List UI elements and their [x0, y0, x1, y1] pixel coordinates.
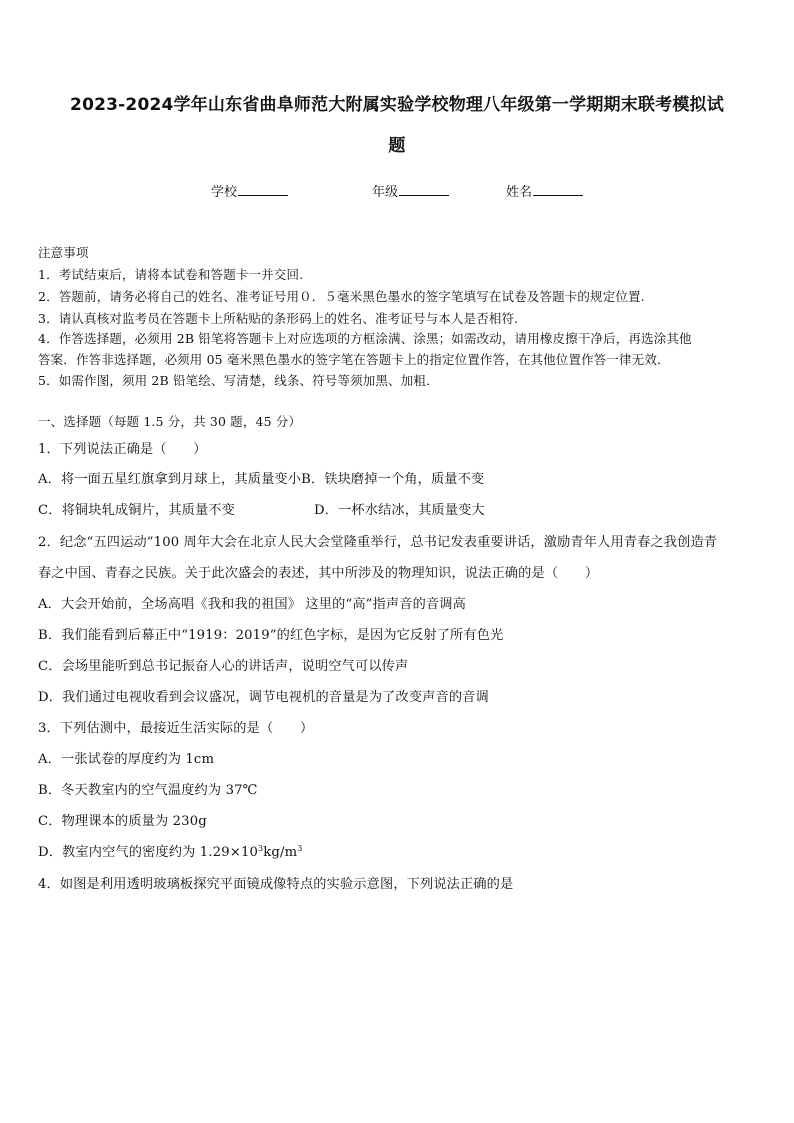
name-label: 姓名	[506, 185, 533, 200]
question-2-option-d: D．我们通过电视收看到会议盛况，调节电视机的音量是为了改变声音的音调	[38, 690, 489, 705]
school-blank	[238, 182, 288, 196]
question-3-option-d	[38, 841, 760, 860]
question-1-option-c: C．将铜块轧成铜片，其质量不变	[38, 503, 235, 518]
section-heading: 一、选择题（每题 1.5 分，共 30 题，45 分）	[38, 414, 302, 429]
grade-label: 年级	[372, 185, 399, 200]
question-4-stem: 4．如图是利用透明玻璃板探究平面镜成像特点的实验示意图，下列说法正确的是	[38, 877, 514, 892]
question-2-stem-line2: 春之中国、青春之民族。关于此次盛会的表述，其中所涉及的物理知识，说法正确的是（ ）	[38, 566, 599, 581]
question-3-option-d-unit: kg/m	[263, 845, 298, 860]
question-3-option-d-text: D．教室内空气的密度约为 1.29×10	[38, 845, 259, 860]
notice-heading: 注意事项	[38, 245, 89, 260]
grade-blank	[399, 182, 449, 196]
grade-field	[372, 181, 449, 200]
name-blank	[533, 182, 583, 196]
question-3-option-a: A．一张试卷的厚度约为 1cm	[38, 752, 215, 767]
question-3-option-b: B．冬天教室内的空气温度约为 37℃	[38, 783, 258, 798]
notice-item: 答案．作答非选择题，必须用 05 毫米黑色墨水的签字笔在答题卡上的指定位置作答，在其他位置作答一律无效．	[38, 352, 670, 367]
question-2-option-a: A．大会开始前，全场高唱《我和我的祖国》 这里的“高”指声音的音调高	[38, 597, 466, 612]
notice-item: 2．答题前，请务必将自己的姓名、准考证号用０．５毫米黑色墨水的签字笔填写在试卷及答题卡的规定位置.	[38, 289, 645, 304]
question-1-option-d: D．一杯水结冰，其质量变大	[314, 503, 485, 518]
exam-title-line2: 题	[388, 136, 406, 156]
question-1-options-ab: A．将一面五星红旗拿到月球上，其质量变小B．铁块磨掉一个角，质量不变	[38, 472, 485, 487]
school-label: 学校	[211, 185, 238, 200]
name-field	[506, 181, 583, 200]
question-2-option-b: B．我们能看到后幕正中“1919：2019”的红色字标，是因为它反射了所有色光	[38, 628, 504, 643]
notice-item: 3．请认真核对监考员在答题卡上所粘贴的条形码上的姓名、准考证号与本人是否相符.	[38, 311, 519, 326]
question-1-options-cd	[38, 499, 760, 517]
notice-item: 1．考试结束后，请将本试卷和答题卡一并交回.	[38, 267, 304, 282]
notice-item: 5．如需作图，须用 2B 铅笔绘、写清楚，线条、符号等须加黑、加粗．	[38, 373, 439, 388]
question-2-option-c: C．会场里能听到总书记振奋人心的讲话声，说明空气可以传声	[38, 659, 409, 674]
question-3-option-c: C．物理课本的质量为 230g	[38, 814, 207, 829]
student-info-fields	[0, 181, 794, 201]
question-3-option-d-exponent: 3	[258, 844, 264, 853]
school-field	[211, 181, 288, 200]
exam-title-line1: 2023-2024学年山东省曲阜师范大附属实验学校物理八年级第一学期期末联考模拟试	[70, 95, 724, 115]
question-3-option-d-unit-exponent: 3	[297, 844, 303, 853]
question-3-stem: 3．下列估测中，最接近生活实际的是（ ）	[38, 721, 314, 736]
notice-item: 4．作答选择题，必须用 2B 铅笔将答题卡上对应选项的方框涂满、涂黑；如需改动，请用橡皮擦干净后，再选涂其他	[38, 331, 692, 346]
question-1-stem: 1．下列说法正确是（ ）	[38, 442, 207, 457]
question-2-stem-line1: 2．纪念“五四运动”100 周年大会在北京人民大会堂隆重举行，总书记发表重要讲话，激励青年人用青春之我创造青	[38, 535, 718, 550]
